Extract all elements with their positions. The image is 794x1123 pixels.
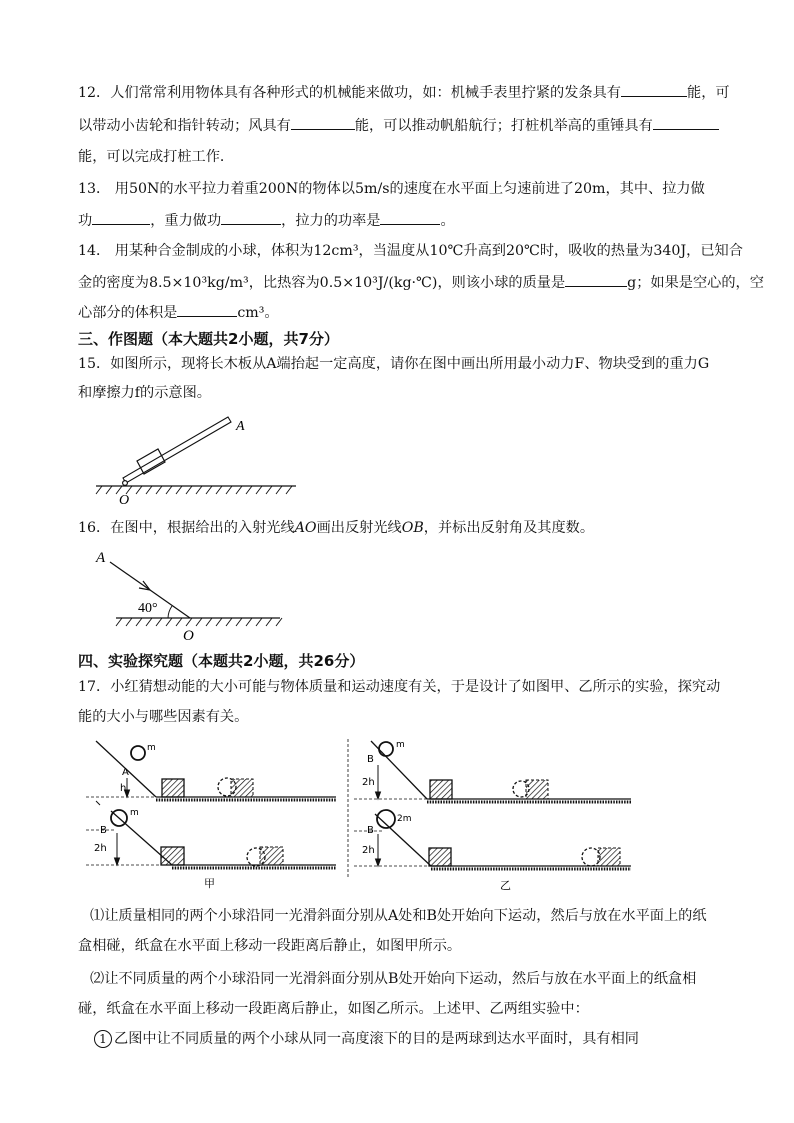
q12-line1 xyxy=(78,82,730,103)
q14-text: cm³。 xyxy=(237,305,279,321)
q17-part1-line1 xyxy=(90,906,707,926)
q15-line2 xyxy=(78,383,211,403)
q17-text: 碰，纸盒在水平面上移动一段距离后静止，如图乙所示。上述甲、乙两组实验中： xyxy=(78,1001,589,1017)
q13-text: 。 xyxy=(440,213,455,229)
point-o-label: O xyxy=(183,628,194,644)
q16-text: 16．在图中，根据给出的入射光线 xyxy=(78,520,295,536)
q14-line3 xyxy=(78,302,279,323)
q17-line1 xyxy=(78,677,720,697)
q12-text: 以带动小齿轮和指针转动；风具有 xyxy=(78,118,291,134)
q13-text: ，拉力的功率是 xyxy=(281,213,381,229)
q16-line1 xyxy=(78,518,594,538)
point-a-label: A xyxy=(236,419,245,434)
answer-blank[interactable] xyxy=(653,115,719,130)
inclined-board-figure xyxy=(90,410,310,510)
answer-blank[interactable] xyxy=(565,272,627,287)
section-heading: 四、实验探究题（本题共2小题，共26分） xyxy=(78,652,365,670)
answer-blank[interactable] xyxy=(221,210,281,225)
mass-label: 2m xyxy=(397,814,412,824)
section-heading: 三、作图题（本大题共2小题，共7分） xyxy=(78,330,339,348)
q17-part1-line2 xyxy=(78,936,461,956)
q17-text: 能的大小与哪些因素有关。 xyxy=(78,709,249,725)
answer-blank[interactable] xyxy=(621,82,687,97)
q17-line2 xyxy=(78,707,248,727)
height-label: h xyxy=(120,783,127,794)
height-label: 2h xyxy=(94,843,107,854)
q16-ray-ob: OB xyxy=(401,520,424,536)
mass-label: m xyxy=(130,808,139,818)
panel-yi-bottom xyxy=(354,810,631,869)
figure-caption-yi: 乙 xyxy=(500,879,511,892)
q14-text: g；如果是空心的，空 xyxy=(627,275,764,291)
height-label: 2h xyxy=(362,777,375,788)
point-a-label: A xyxy=(96,550,106,566)
q17-text: ⑵让不同质量的两个小球沿同一光滑斜面分别从B处开始向下运动，然后与放在水平面上的纸盒相 xyxy=(90,971,697,987)
answer-blank[interactable] xyxy=(177,302,237,317)
q12-line2 xyxy=(78,115,719,136)
q12-text: 12．人们常常利用物体具有各种形式的机械能来做功，如：机械手表里拧紧的发条具有 xyxy=(78,85,621,101)
q16-ray-ao: AO xyxy=(294,520,317,536)
q17-text: 17．小红猜想动能的大小可能与物体质量和运动速度有关，于是设计了如图甲、乙所示的实验，探究动 xyxy=(78,679,721,695)
q17-part2-line1 xyxy=(90,969,696,989)
q15-text: 15．如图所示，现将长木板从A端抬起一定高度，请你在图中画出所用最小动力F、物块受到的重力G xyxy=(78,356,710,372)
q14-text: 心部分的体积是 xyxy=(78,305,178,321)
point-o-label: O xyxy=(119,493,130,508)
q17-text: 乙图中让不同质量的两个小球从同一高度滚下的目的是两球到达水平面时，具有相同 xyxy=(114,1031,639,1047)
q12-text: 能，可以完成打桩工作． xyxy=(78,149,235,165)
q14-text: 金的密度为8.5×10³kg/m³，比热容为0.5×10³J/(kg·℃)，则该小球的质量是 xyxy=(78,275,566,291)
point-b-label: B xyxy=(100,825,107,836)
q17-text: 盒相碰，纸盒在水平面上移动一段距离后静止，如图甲所示。 xyxy=(78,938,462,954)
point-b-label: B xyxy=(367,754,374,765)
panel-jia-bottom xyxy=(86,801,336,868)
q16-text: 画出反射光线 xyxy=(316,520,402,536)
experiment-figure xyxy=(86,735,646,895)
answer-blank[interactable] xyxy=(291,115,355,130)
q12-line3 xyxy=(78,147,234,167)
q13-line1 xyxy=(78,179,705,199)
sub-question-number-icon: 1 xyxy=(94,1030,112,1048)
q14-line1 xyxy=(78,241,743,261)
q12-text: 能，可以推动帆船航行；打桩机举高的重锤具有 xyxy=(354,118,653,134)
q17-text: ⑴让质量相同的两个小球沿同一光滑斜面分别从A处和B处开始向下运动，然后与放在水平面上的纸 xyxy=(90,908,707,924)
q13-text: 功 xyxy=(78,213,93,229)
q15-text: 和摩擦力f的示意图。 xyxy=(78,385,211,401)
q17-sub1-line xyxy=(94,1029,639,1049)
q12-text: 能，可 xyxy=(687,85,730,101)
answer-blank[interactable] xyxy=(92,210,150,225)
panel-yi-top xyxy=(354,741,631,802)
mass-label: m xyxy=(396,740,405,750)
q13-line2 xyxy=(78,210,455,231)
q15-line1 xyxy=(78,354,709,374)
point-b-label: B xyxy=(367,825,374,836)
answer-blank[interactable] xyxy=(380,210,440,225)
height-label: 2h xyxy=(362,845,375,856)
q13-text: 13． 用50N的水平拉力着重200N的物体以5m/s的速度在水平面上匀速前进了20m，其中、拉力做 xyxy=(78,181,705,197)
q17-part2-line2 xyxy=(78,999,589,1019)
mass-label: m xyxy=(147,743,156,753)
figure-caption-jia: 甲 xyxy=(204,877,215,890)
point-a-label: A xyxy=(122,767,129,778)
reflection-figure xyxy=(90,542,290,646)
q13-text: ，重力做功 xyxy=(150,213,222,229)
q16-text: ，并标出反射角及其度数。 xyxy=(423,520,595,536)
angle-label: 40° xyxy=(138,601,158,616)
q14-line2 xyxy=(78,272,764,293)
q14-text: 14． 用某种合金制成的小球，体积为12cm³，当温度从10℃升高到20℃时，吸收的热量为340J，已知合 xyxy=(78,243,743,259)
